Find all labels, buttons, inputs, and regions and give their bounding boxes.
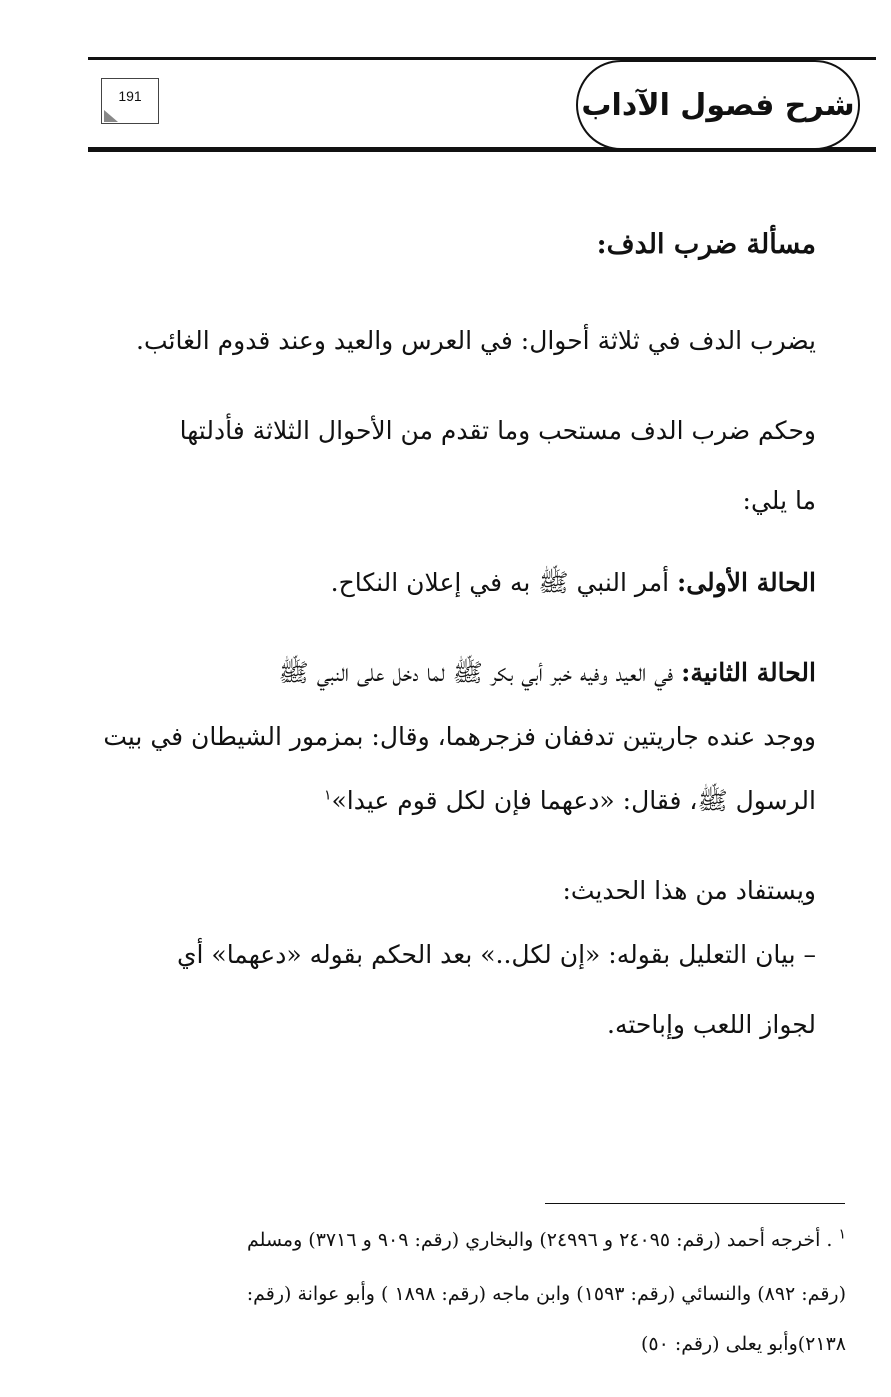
page-curl-icon <box>104 110 118 122</box>
benefit-intro: ويستفاد من هذا الحديث: <box>562 876 816 905</box>
book-title-frame <box>576 60 860 150</box>
benefit-line-2: لجواز اللعب وإباحته. <box>607 1010 816 1039</box>
footnote-reference[interactable]: ١ <box>323 787 332 804</box>
footnote-marker: ١ <box>838 1226 846 1243</box>
footnote-separator <box>545 1203 845 1204</box>
benefit-line-1: – بيان التعليل بقوله: «إن لكل..» بعد الحكم بقوله «دعهما» أي <box>176 940 816 969</box>
case-2-text: في العيد وفيه خبر أبي بكر ﷺ لما دخل على النبي ﷺ <box>278 658 682 687</box>
section-heading: مسألة ضرب الدف: <box>596 229 816 260</box>
paragraph-1: يضرب الدف في ثلاثة أحوال: في العرس والعيد وعند قدوم الغائب. <box>136 326 816 355</box>
case-2-line-1 <box>80 642 816 704</box>
case-2-label: الحالة الثانية: <box>681 658 816 687</box>
book-title: شرح فصول الآداب <box>581 87 855 123</box>
case-1-label: الحالة الأولى: <box>676 568 816 597</box>
footnote-line-1-text: . أخرجه أحمد (رقم: ٢٤٠٩٥ و ٢٤٩٩٦) والبخاري (رقم: ٩٠٩ و ٣٧١٦) ومسلم <box>247 1229 839 1251</box>
page-number-tag <box>101 78 159 124</box>
case-2-line-3-text: الرسول ﷺ، فقال: «دعهما فإن لكل قوم عيدا» <box>331 786 816 815</box>
paragraph-2-line-1: وحكم ضرب الدف مستحب وما تقدم من الأحوال الثلاثة فأدلتها <box>179 416 816 445</box>
case-2-line-2: ووجد عنده جاريتين تدففان فزجرهما، وقال: بمزمور الشيطان في بيت <box>103 722 816 751</box>
case-1-text: أمر النبي ﷺ به في إعلان النكاح. <box>330 568 677 597</box>
footnote-line-2: (رقم: ٨٩٢) والنسائي (رقم: ١٥٩٣) وابن ماجه (رقم: ١٨٩٨ ) وأبو عوانة (رقم: <box>246 1283 846 1305</box>
paragraph-2-line-2: ما يلي: <box>742 486 816 515</box>
case-2-line-3 <box>80 770 816 832</box>
footnote-line-3: ٢١٣٨)وأبو يعلى (رقم: ٥٠) <box>640 1333 846 1355</box>
case-1 <box>80 552 816 614</box>
page-header <box>0 0 891 170</box>
page-number: 191 <box>118 88 142 104</box>
footnote-line-1 <box>80 1218 846 1262</box>
